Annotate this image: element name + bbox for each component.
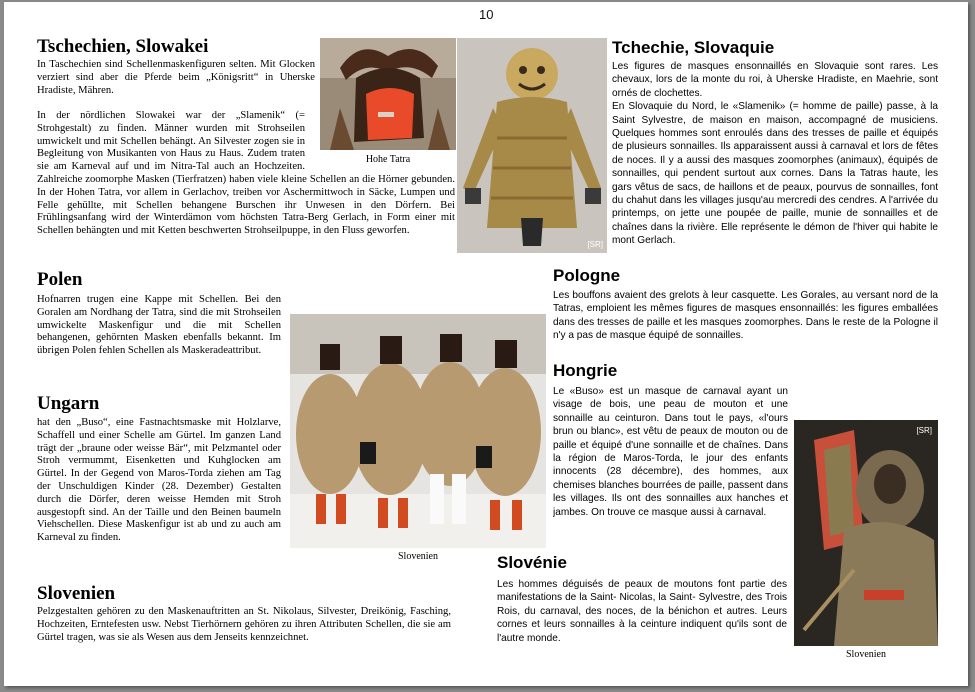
fr-cz-body <box>612 60 938 248</box>
tatra-mask-image <box>320 38 456 150</box>
fr-cz-title: Tchechie, Slovaquie <box>612 38 775 57</box>
photo-slovenien-mask <box>794 420 938 646</box>
fr-hu-title: Hongrie <box>553 361 618 380</box>
de-cz-col-top <box>37 59 315 97</box>
de-si-p1: Pelzgestalten gehören zu den Maskenauftritten an St. Nikolaus, Silvester, Dreikönig, Fasching, Hochzeiten, Erntefesten usw. Nebst Tierhörnern gehören zu ihren Attributen Schellen, die sie am Gürtel tragen, was sie als Wesen aus dem Jenseits kennzeichnet. <box>37 606 451 643</box>
de-hu-title-wrap <box>37 393 99 415</box>
photo-credit-straw: [SR] <box>587 240 603 249</box>
fr-si-title: Slovénie <box>497 553 567 572</box>
fr-si-p1: Les hommes déguisés de peaux de moutons font partie des manifestations de la Saint- Nicolas, la Saint- Sylvestre, des Trois Rois, du carnaval, des noces, de la bénichon et autres. Leurs cornes et leurs sonnailles à la ceinture indiquent qu'ils sont de l'autre monde. <box>497 579 787 644</box>
slovenien-mask-image <box>794 420 938 646</box>
de-hu-body <box>37 417 281 545</box>
caption-slovenien-group: Slovenien <box>398 551 438 562</box>
de-cz-p2: In der nördlichen Slowakei war der „Slamenik“ (= Strohgestalt) zu finden. Männer wurden mit Strohseilen umwickelt und mit Schellen behängt. An Silvester zogen sie in Begleitung von Musikanten von Haus zu Haus. Zudem traten sie am Karneval auf und im Nitra-Tal auch an Hochzeiten. Zahlreiche zoomorphe Masken (Tierfratzen) haben viele kleine Schellen an die Hörner gebunden. In der Hohen Tatra, vor allem in Gerlachov, treiben vor Aschermittwoch in Säcke, Lumpen und Felle gehüllte, mit Schellen behangene Burschen ihr Unwesen in den Dörfern. Bei Frühlingsanfang wird der Winterdämon vom höchsten Tatra-Berg Gerlach, in Form einer mit Schellen behängten und mit Ketten beschwerten Strohseilpuppe, in den Fluss geworfen. <box>37 110 455 237</box>
de-cz-title: Tschechien, Slowakei <box>37 36 209 57</box>
straw-figure-image <box>457 38 607 253</box>
fr-hu-title-wrap <box>553 361 617 381</box>
photo-slovenien-group <box>290 314 546 548</box>
fr-cz-p2: En Slovaquie du Nord, le «Slamenik» (= homme de paille) passe, à la Saint Sylvestre, de maison en maison, accompagné de musiciens. Quelques hommes sont enroulés dans des tresses de paille et équipés de plusieurs sonnailles. Ils apparaissent aussi à carnaval et lors de fêtes de noces. Il y a aussi des masques zoomorphes (animaux), équipés de sonnailles, qui pendent surtout aux cornes. Dans la Tatras haute, les gars vêtus de sacs, de haillons et de peaux, pourvus de sonnailles, font du chahut dans les villages jusqu'au mercredi des cendres. A l'arrivée du printemps, on jette une poupée de paille, munie de sonnailles et de chaînes dans la rivière. Elle représente le démon de l'hiver qui habite le mont Gerlach. <box>612 101 938 247</box>
de-cz-p1: In Taschechien sind Schellenmaskenfiguren selten. Mit Glocken verziert sind aber die Pferde beim „Königsritt“ in Uherske Hradiste, Mähren. <box>37 59 315 96</box>
fr-cz-p1: Les figures de masques ensonnaillés en Slovaquie sont rares. Les chevaux, lors de la monte du roi, à Uherske Hradiste, en Maehrie, sont ornés de clochettes. <box>612 61 938 99</box>
de-si-body <box>37 606 451 644</box>
fr-pl-p1: Les bouffons avaient des grelots à leur casquette. Les Gorales, au versant nord de la Tatras, emploient les mêmes figures de masques ensonnaillés: les figures emballées dans des tresses de paille et les masques zoomorphes. Dans le reste de la Pologne il n'y a pas de masque équipé de sonnailles. <box>553 290 938 342</box>
de-pl-p1: Hofnarren trugen eine Kappe mit Schellen. Bei den Goralen am Nordhang der Tatra, sind die mit Strohseilen umwickelte Maskenfigur und die mit Schellen behangenen, gehörnten Masken ebenfalls bekannt. Im übrigen Polen fehlen Schellen als Maskeradeattribut. <box>37 294 281 357</box>
document-page <box>4 2 968 686</box>
fr-si-title-wrap <box>497 553 567 573</box>
fr-cz-title-wrap <box>612 38 774 58</box>
caption-hohe-tatra: Hohe Tatra <box>365 154 411 165</box>
fr-hu-p1: Le «Buso» est un masque de carnaval ayant un visage de bois, une peau de mouton et une sonnaille au ceinturon. Dans tout le pays, «l'ours brun ou blanc», est vêtu de peaux de mouton ou de paille et équipé d'une sonnaille et de chaînes. Dans la région de Maros-Torda, le jour des enfants innocents (28 décembre), des hommes, aux chemises blanches bourrées de paille, passent dans les villages. Ils ont des sonnailles aux hanches et jambes. On trouve ce masque aussi à carnaval. <box>553 386 788 518</box>
de-pl-body <box>37 294 281 358</box>
page-number: 10 <box>479 7 494 22</box>
photo-straw-figure <box>457 38 607 253</box>
de-cz-title-wrap <box>37 36 208 58</box>
fr-si-body <box>497 578 787 645</box>
de-pl-title-wrap <box>37 269 82 291</box>
photo-credit-mask: [SR] <box>916 426 932 435</box>
photo-hohe-tatra <box>320 38 456 150</box>
de-hu-title: Ungarn <box>37 393 100 414</box>
caption-slovenien-mask: Slovenien <box>846 649 886 660</box>
fr-pl-title-wrap <box>553 266 620 286</box>
de-hu-p1: hat den „Buso“, eine Fastnachtsmaske mit Holzlarve, Schaffell und einer Schelle am Gürtel. Im ganzen Land trägt der „braune oder weisse Bär“, mit Pelzmantel oder Stroh vermummt, Eisenketten und Kuhglocken am Gürtel. In der Gegend von Maros-Torda ziehen am Tag der Unschuldigen Kinder (28. Dezember) Gestalten durch die Dörfer, deren weisse Hemden mit Stroh ausgestopft sind. An der Taille und den Beinen baumeln Viehschellen. Diese Maskenfigur ist ab und zu auch am Karneval zu finden. <box>37 417 281 544</box>
slovenien-group-image <box>290 314 546 548</box>
de-si-title-wrap <box>37 583 115 605</box>
de-pl-title: Polen <box>37 269 83 290</box>
fr-pl-body <box>553 289 938 343</box>
fr-pl-title: Pologne <box>553 266 621 285</box>
de-si-title: Slovenien <box>37 583 116 604</box>
